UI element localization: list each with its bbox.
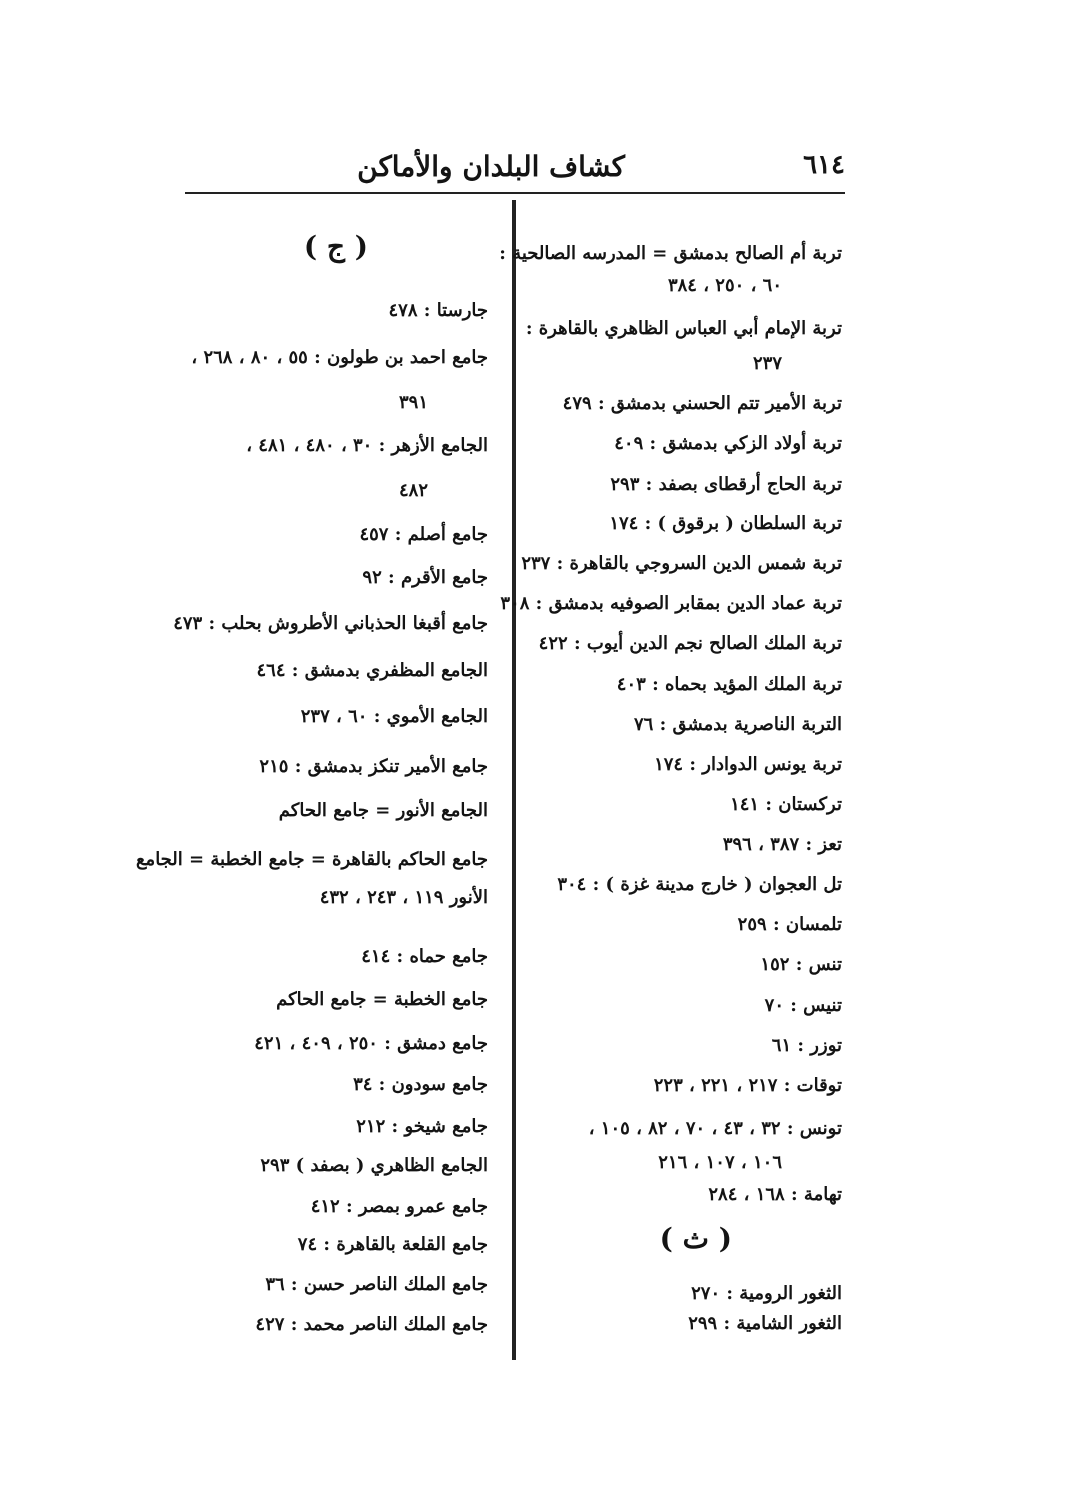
index-entry: تونس : ٣٢ ، ٤٣ ، ٧٠ ، ٨٢ ، ١٠٥ ، (588, 1118, 842, 1139)
index-entry: جامع الحاكم بالقاهرة = جامع الخطبة = الجامع (135, 849, 488, 870)
index-entry: تعز : ٣٨٧ ، ٣٩٦ (722, 834, 842, 855)
index-entry: جامع دمشق : ٢٥٠ ، ٤٠٩ ، ٤٢١ (254, 1033, 488, 1054)
index-entry: الثغور الرومية : ٢٧٠ (691, 1283, 842, 1304)
index-entry: الجامع المظفري بدمشق : ٤٦٤ (256, 660, 488, 681)
index-entry: تربة عماد الدين بمقابر الصوفيه بدمشق : ٣٠٨ (500, 593, 842, 614)
index-entry: جارستا : ٤٧٨ (388, 300, 488, 321)
index-entry: جامع أقبغا الحذباني الأطروش بحلب : ٤٧٣ (173, 613, 488, 634)
index-entry: تربة الملك الصالح نجم الدين أيوب : ٤٢٢ (538, 633, 842, 654)
index-entry: تربة الحاج أرقطاى بصفد : ٢٩٣ (610, 474, 842, 495)
index-entry-continuation: ٢٣٧ (752, 353, 782, 374)
index-entry: جامع حماه : ٤١٤ (361, 946, 488, 967)
index-entry: جامع الأقرم : ٩٢ (362, 567, 488, 588)
index-entry: تربة الأمير تتم الحسني بدمشق : ٤٧٩ (562, 393, 842, 414)
page-header (185, 150, 845, 190)
index-entry: الثغور الشامية : ٢٩٩ (688, 1313, 842, 1334)
index-entry: التربة الناصرية بدمشق : ٧٦ (633, 714, 842, 735)
index-entry: تربة أولاد الزكي بدمشق : ٤٠٩ (614, 433, 842, 454)
index-entry: جامع سودون : ٣٤ (353, 1074, 488, 1095)
index-entry: جامع أصلم : ٤٥٧ (359, 524, 488, 545)
index-entry: جامع الخطبة = جامع الحاكم (276, 989, 488, 1010)
index-entry: تربة شمس الدين السروجي بالقاهرة : ٢٣٧ (521, 553, 842, 574)
index-entry: جامع الملك الناصر محمد : ٤٢٧ (255, 1314, 488, 1335)
index-entry: الجامع الأزهر : ٣٠ ، ٤٨٠ ، ٤٨١ ، (246, 435, 488, 456)
header-rule (185, 192, 845, 194)
index-entry: تركستان : ١٤١ (730, 794, 842, 815)
index-entry: الجامع الأنور = جامع الحاكم (278, 800, 488, 821)
index-entry: تهامة : ١٦٨ ، ٢٨٤ (708, 1184, 842, 1205)
page-title: كشاف البلدان والأماكن (357, 150, 625, 183)
index-entry: جامع عمرو بمصر : ٤١٢ (310, 1196, 488, 1217)
index-entry: تربة السلطان ( برقوق ) : ١٧٤ (609, 513, 842, 534)
index-entry: توقات : ٢١٧ ، ٢٢١ ، ٢٢٣ (653, 1075, 842, 1096)
page-number: ٦١٤ (803, 150, 845, 180)
section-letter-jim: ( ج ) (303, 230, 368, 263)
index-entry: تربة الملك المؤيد بحماه : ٤٠٣ (616, 674, 842, 695)
index-entry: جامع الأمير تنكز بدمشق : ٢١٥ (259, 756, 488, 777)
index-entry: تربة يونس الدوادار : ١٧٤ (654, 754, 842, 775)
section-letter-tha: ( ث ) (659, 1222, 732, 1255)
index-entry: جامع الملك الناصر حسن : ٣٦ (265, 1274, 488, 1295)
index-entry: تنس : ١٥٢ (760, 954, 842, 975)
column-divider (512, 200, 516, 1360)
index-entry: تلمسان : ٢٥٩ (737, 914, 842, 935)
index-entry-continuation: ٦٠ ، ٢٥٠ ، ٣٨٤ (667, 275, 782, 296)
index-entry: الجامع الأموي : ٦٠ ، ٢٣٧ (300, 706, 488, 727)
index-entry: تنيس : ٧٠ (764, 995, 842, 1016)
index-entry: جامع شيخو : ٢١٢ (356, 1116, 488, 1137)
index-entry: توزر : ٦١ (771, 1035, 842, 1056)
index-entry-continuation: ٤٨٢ (398, 480, 428, 501)
index-entry: جامع احمد بن طولون : ٥٥ ، ٨٠ ، ٢٦٨ ، (191, 347, 488, 368)
index-entry: جامع القلعة بالقاهرة : ٧٤ (297, 1234, 488, 1255)
index-entry: تل العجوان ( خارج مدينة غزة ) : ٣٠٤ (557, 874, 842, 895)
index-entry: تربة الإمام أبي العباس الظاهري بالقاهرة : (525, 318, 842, 339)
index-entry-continuation: الأنور ١١٩ ، ٢٤٣ ، ٤٣٢ (319, 887, 488, 908)
index-entry-continuation: ١٠٦ ، ١٠٧ ، ٢١٦ (658, 1152, 782, 1173)
index-entry-continuation: ٣٩١ (398, 392, 428, 413)
index-entry: تربة أم الصالح بدمشق = المدرسه الصالحية : (499, 243, 842, 264)
index-entry: الجامع الظاهري ( بصفد ) ٢٩٣ (260, 1155, 488, 1176)
